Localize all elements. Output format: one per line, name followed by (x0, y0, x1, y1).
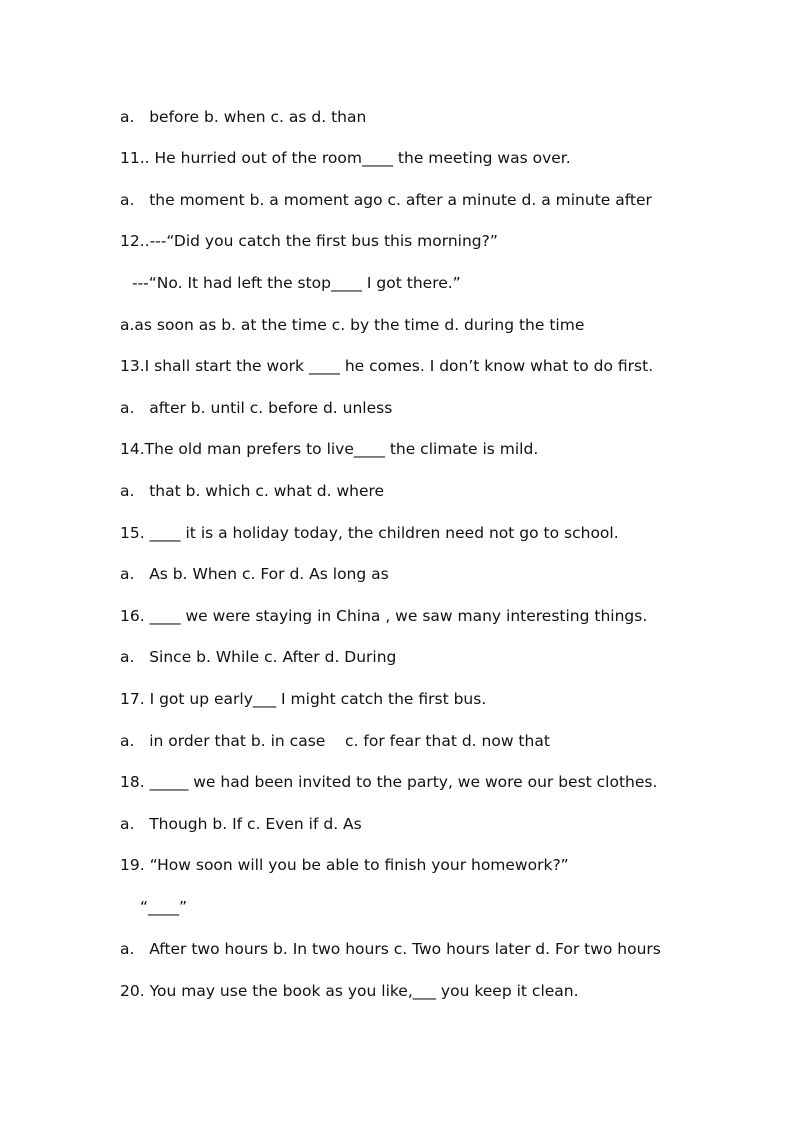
q18-options: a. Though b. If c. Even if d. As (120, 815, 362, 833)
q12-question: 12..---“Did you catch the first bus this morning?” (120, 232, 498, 250)
q14-question: 14.The old man prefers to live____ the climate is mild. (120, 440, 539, 458)
q14-options: a. that b. which c. what d. where (120, 482, 385, 500)
q11-options: a. the moment b. a moment ago c. after a minute d. a minute after (120, 191, 652, 209)
q18-question: 18. _____ we had been invited to the party, we wore our best clothes. (120, 773, 658, 791)
q13-question: 13.I shall start the work ____ he comes. I don’t know what to do first. (120, 357, 654, 375)
q15-question: 15. ____ it is a holiday today, the children need not go to school. (120, 524, 619, 542)
q19-question: 19. “How soon will you be able to finish your homework?” (120, 856, 569, 874)
q11-question: 11.. He hurried out of the room____ the meeting was over. (120, 149, 571, 167)
q16-options: a. Since b. While c. After d. During (120, 648, 397, 666)
q12-options: a.as soon as b. at the time c. by the time d. during the time (120, 316, 585, 334)
q20-question: 20. You may use the book as you like,___ you keep it clean. (120, 982, 579, 1000)
q17-options: a. in order that b. in case c. for fear that d. now that (120, 732, 550, 750)
q19-question-blank: “____” (140, 898, 188, 916)
q16-question: 16. ____ we were staying in China , we saw many interesting things. (120, 607, 648, 625)
q10-options: a. before b. when c. as d. than (120, 108, 367, 126)
q15-options: a. As b. When c. For d. As long as (120, 565, 389, 583)
q13-options: a. after b. until c. before d. unless (120, 399, 393, 417)
q17-question: 17. I got up early___ I might catch the first bus. (120, 690, 487, 708)
q19-options: a. After two hours b. In two hours c. Two hours later d. For two hours (120, 940, 661, 958)
q12-question-reply: ---“No. It had left the stop____ I got there.” (132, 274, 461, 292)
